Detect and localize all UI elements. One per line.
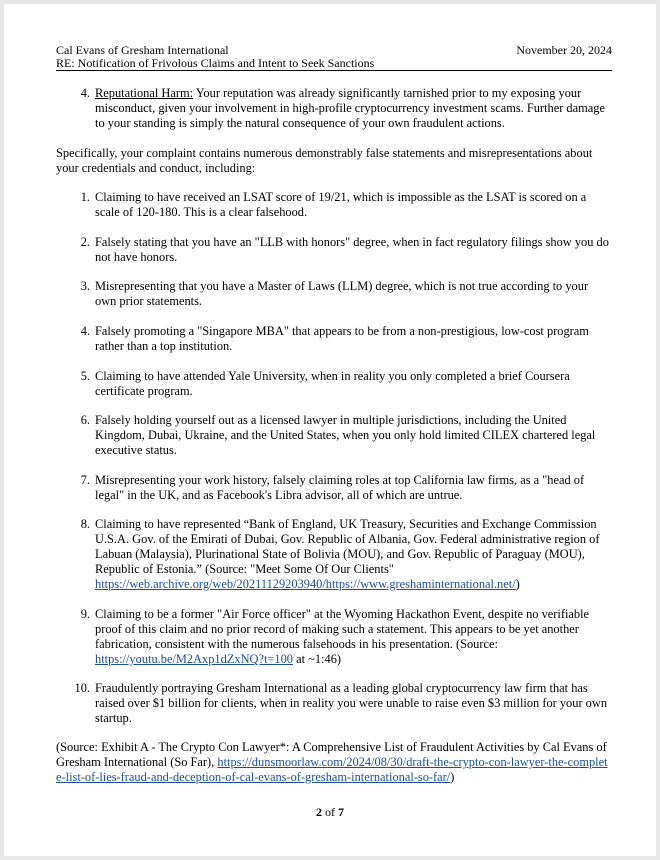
reputational-harm-label: Reputational Harm:	[95, 86, 194, 100]
list-item-number: 3.	[80, 279, 90, 293]
list-item-number: 5.	[80, 369, 90, 383]
source-note-text: (Source: Exhibit A - The Crypto Con Lawyer*: A Comprehensive List of Fraudulent Activities by Cal Evans of Gresham International (So Far),	[56, 740, 607, 769]
list-item: Misrepresenting that you have a Master of Laws (LLM) degree, which is not true according to your own prior statements.	[95, 279, 589, 308]
list-item: Fraudulently portraying Gresham International as a leading global cryptocurrency law firm that has raised over $1 billion for clients, when in reality you were unable to raise even $3 million for your own startup.	[95, 681, 608, 725]
list-item: Falsely stating that you have an "LLB with honors" degree, when in fact regulatory filings show you do not have honors.	[95, 235, 609, 264]
reputational-harm-text: Your reputation was already significantly tarnished prior to my exposing your misconduct, given your involvement in high-profile cryptocurrency investment scams. Further damage to your standing is simply the natural consequence of your own fraudulent actions.	[95, 86, 605, 130]
list-item: Falsely promoting a "Singapore MBA" that appears to be from a non-prestigious, low-cost program rather than a top institution.	[95, 324, 589, 353]
dunsmoorlaw-link[interactable]: https://dunsmoorlaw.com/2024/08/30/draft-the-crypto-con-lawyer-the-complete-list-of-lies-fraud-and-deception-of-cal-evans-of-gresham-international-so-far/	[56, 755, 608, 784]
source-note-after: )	[450, 770, 455, 784]
youtube-link[interactable]: https://youtu.be/M2Axp1dZxNQ?t=100	[95, 652, 294, 666]
item-8-after: )	[515, 577, 520, 591]
item-9-text: Claiming to be a former "Air Force officer" at the Wyoming Hackathon Event, despite no verifiable proof of this claim and no prior record of making such a statement. This appears to be yet another fabrication, consistent with the numerous falsehoods in his presentation. (Source:	[95, 607, 590, 651]
list-item-number: 1.	[80, 190, 90, 204]
list-item: Claiming to have received an LSAT score of 19/21, which is impossible as the LSAT is scored on a scale of 120-180. This is a clear falsehood.	[95, 190, 587, 219]
list-item-number: 8.	[80, 517, 90, 531]
list-item-number: 4.	[80, 324, 90, 338]
item-9-after: at ~1:46)	[293, 652, 342, 666]
list-item-number: 6.	[80, 413, 90, 427]
item-8-text: Claiming to have represented “Bank of England, UK Treasury, Securities and Exchange Commission U.S.A. Gov. of the Emirati of Dubai, Gov. Republic of Albania, Gov. Federal administrative region of Labuan (Malaysia), Plurinational State of Bolivia (MOU), and Gov. Republic of Paraguay (MOU), Republic of Estonia.” (Source: "Meet Some Of Our Clients"	[95, 517, 600, 576]
list-item-number: 9.	[80, 607, 90, 621]
list-item: Claiming to have attended Yale University, when in reality you only completed a brief Coursera certificate program.	[95, 369, 570, 398]
page-current: 2	[316, 805, 322, 819]
page-of-word: of	[322, 805, 338, 819]
list-item	[95, 86, 612, 131]
header-line-1	[56, 43, 612, 57]
source-note	[56, 740, 612, 785]
header-subject: RE: Notification of Frivolous Claims and Intent to Seek Sanctions	[56, 56, 375, 70]
greshaminternational-archive-link[interactable]: https://web.archive.org/web/20211129203940/https://www.greshaminternational.net/	[95, 577, 516, 591]
header-rule	[56, 70, 612, 71]
list-item-number: 10.	[74, 681, 90, 695]
list-item-number: 2.	[80, 235, 90, 249]
list-item: Falsely holding yourself out as a licensed lawyer in multiple jurisdictions, including the United Kingdom, Dubai, Ukraine, and the United States, when you only hold limited CILEX chartered legal executive status.	[95, 413, 596, 457]
header-date: November 20, 2024	[516, 43, 612, 57]
list-item	[95, 517, 612, 592]
header-sender: Cal Evans of Gresham International	[56, 43, 229, 57]
page-number	[4, 805, 656, 819]
list-item-number: 4.	[80, 86, 90, 100]
list-item-number: 7.	[80, 473, 90, 487]
page-total: 7	[338, 805, 344, 819]
document-page	[4, 4, 656, 856]
intro-paragraph: Specifically, your complaint contains numerous demonstrably false statements and misrepresentations about your credentials and conduct, including:	[56, 146, 593, 175]
list-item: Misrepresenting your work history, falsely claiming roles at top California law firms, as a "head of legal" in the UK, and as Facebook's Libra advisor, all of which are untrue.	[95, 473, 585, 502]
list-item	[95, 607, 612, 667]
